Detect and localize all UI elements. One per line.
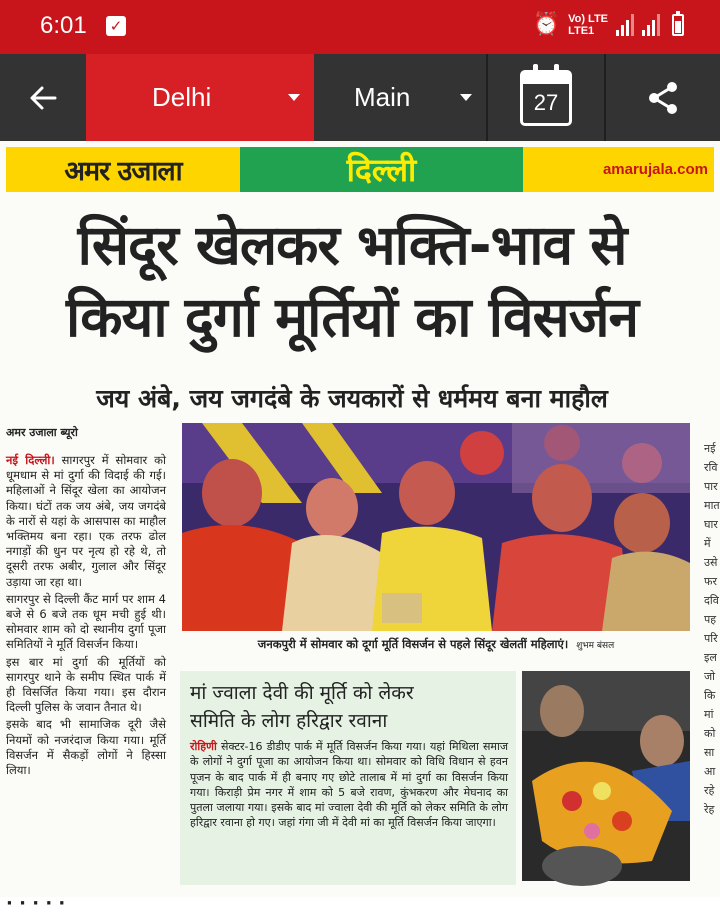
article-paragraph: नई दिल्ली। सागरपुर में सोमवार को धूमधाम से मां दुर्गा की विदाई की गई। महिलाओं ने सिंदूर खेला का आयोजन किया। घंटों तक जय अंबे, जय जगदंबे के नारों से यहां के आसपास का माहौल भक्तिमय बना रहा। एक तरफ ढोल नगाड़ों की धुन पर नृत्य हो रहे थे, तो दूसरी तरफ अबीर, गुलाल और सिंदूर उड़ाया जा रहा था।	[6, 453, 166, 589]
city-label: Delhi	[152, 82, 212, 112]
sidebar-story-body: रोहिणी सेक्टर-16 डीडीए पार्क में मूर्ति विसर्जन किया गया। यहां मिथिला समाज के लोगों ने दुर्गा पूजा का आयोजन किया था। सोमवार को विधि विधान से हवन पूजन के बाद पार्क में ही बनाए गए छोटे तालाब में मां दुर्गा का विसर्जन किया गया। किराड़ी प्रेम नगर में शाम को 5 बजे रावण, कुंभकरण और मेघनाद का पुतला जलाया गया। इसके बाद मां ज्वाला देवी की मूर्ति को लेकर समिति के लोग हरिद्वार रवाना हो गए। जहां गंगा जी में देवी मां का मूर्ति विसर्जन किया जाएगा।	[190, 740, 508, 830]
column-fragment-word: दवि	[704, 594, 719, 607]
battery-icon	[672, 14, 684, 36]
network-label	[568, 13, 608, 37]
column-fragment-word: को	[704, 727, 716, 740]
edition-dropdown[interactable]	[314, 54, 486, 141]
photo-caption	[182, 637, 690, 652]
sub-headline: जय अंबे, जय जगदंबे के जयकारों से धर्ममय बना माहौल	[96, 384, 608, 413]
share-button[interactable]	[606, 54, 720, 141]
calendar-icon	[520, 70, 572, 126]
status-bar	[0, 0, 720, 54]
headline-line-1: सिंदूर खेलकर भक्ति-भाव से	[77, 213, 627, 277]
article-paragraph: सागरपुर से दिल्ली कैंट मार्ग पर शाम 4 बजे से 6 बजे तक धूम मची हुई थी। सोमवार शाम को दो स्थानीय दुर्गा पूजा समितियों ने मूर्ति विसर्जन किया।	[6, 591, 166, 652]
calendar-day: 27	[533, 89, 559, 115]
checkbox-notification-icon: ✓	[106, 16, 126, 36]
column-fragment-word: रहे	[704, 784, 715, 797]
column-fragment-word: रवि	[704, 461, 718, 474]
column-fragment-word: इल	[704, 651, 717, 664]
sidebar-story-title: मां ज्वाला देवी की मूर्ति को लेकर समिति के लोग हरिद्वार रवाना	[190, 682, 414, 732]
column-fragment-word: परि	[704, 632, 718, 645]
article-paragraph: इस बार मां दुर्गा की मूर्तियों को सागरपुर थाने के समीप स्थित पार्क में ही विसर्जित किया गया। इस दौरान दिल्ली पुलिस के जवान तैनात थे।	[6, 654, 166, 715]
edition-label: Main	[354, 82, 411, 112]
column-fragment-word: नई	[704, 442, 716, 455]
column-fragment-word: जो	[704, 670, 716, 683]
column-fragment-word: फर	[704, 575, 717, 588]
photo-credit: शुभम बंसल	[576, 641, 615, 651]
photo-caption-text: जनकपुरी में सोमवार को दूर्गा मूर्ति विसर्जन से पहले सिंदूर खेलतीं महिलाएं।	[257, 637, 569, 651]
article-paragraph: इसके बाद भी सामाजिक दूरी जैसे नियमों को नजरंदाज किया गया। मूर्ति विसर्जन में सैकड़ों लोगों ने हिस्सा लिया।	[6, 717, 166, 778]
main-headline	[6, 209, 698, 353]
epaper-page[interactable]	[0, 141, 720, 914]
main-photo	[182, 423, 690, 631]
byline: अमर उजाला ब्यूरो	[6, 426, 78, 439]
secondary-photo	[522, 671, 690, 881]
column-fragment-word: में	[704, 537, 711, 550]
sidebar-dateline: रोहिणी	[190, 740, 217, 753]
column-fragment-word: सा	[704, 746, 715, 759]
back-button[interactable]	[0, 54, 86, 141]
headline-line-2: किया दुर्गा मूर्तियों का विसर्जन	[65, 285, 639, 349]
sidebar-story	[180, 671, 516, 885]
next-story-text: · · · · ·	[6, 893, 66, 914]
back-arrow-icon	[28, 83, 58, 113]
share-icon	[645, 80, 681, 116]
masthead-logo: अमर उजाला	[6, 147, 240, 192]
top-toolbar	[0, 54, 720, 141]
next-story-fragment	[6, 889, 706, 914]
column-fragment-word: पार	[704, 480, 718, 493]
status-time: 6:01	[40, 12, 87, 39]
column-fragment-word: पह	[704, 613, 717, 626]
column-fragment-word: उसे	[704, 556, 718, 569]
article-body	[6, 453, 166, 780]
chevron-down-icon	[288, 94, 300, 101]
column-fragment-word: कि	[704, 689, 716, 702]
chevron-down-icon	[460, 94, 472, 101]
dateline: नई दिल्ली।	[6, 453, 55, 467]
signal-icon-1	[616, 14, 634, 36]
network-bottom: LTE1	[568, 24, 595, 37]
date-picker-button[interactable]	[488, 54, 604, 141]
signal-icon-2	[642, 14, 660, 36]
column-fragment-word: आ	[704, 765, 716, 778]
status-icons	[533, 12, 684, 37]
city-dropdown[interactable]	[86, 54, 314, 141]
column-fragment-word: घार	[704, 518, 718, 531]
alarm-icon: ⏰	[532, 12, 561, 37]
column-fragment-word: मां	[704, 708, 714, 721]
masthead-section: दिल्ली	[240, 147, 523, 192]
masthead	[6, 147, 714, 192]
network-top: Vo) LTE	[568, 12, 608, 25]
adjacent-column-fragment	[704, 201, 720, 897]
masthead-website: amarujala.com	[523, 147, 714, 192]
column-fragment-word: रेह	[704, 803, 715, 816]
column-fragment-word: मात	[704, 499, 720, 512]
